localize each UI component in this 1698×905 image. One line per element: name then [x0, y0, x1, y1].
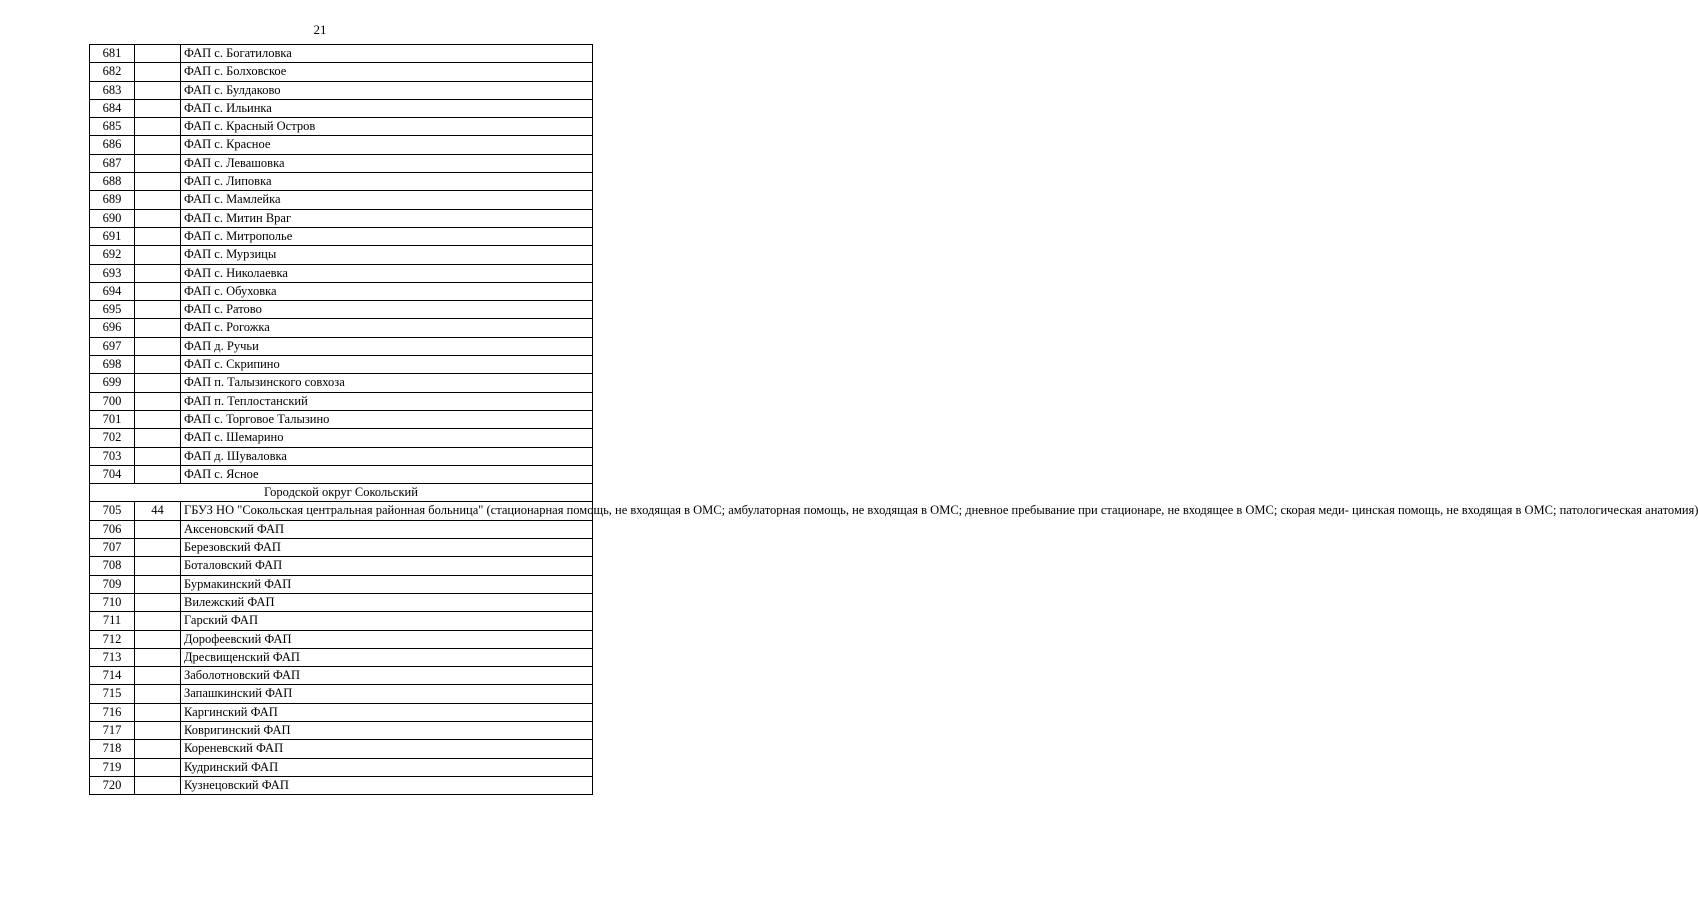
row-name: Вилежский ФАП [181, 593, 593, 611]
row-number: 702 [90, 429, 135, 447]
table-row [90, 191, 593, 209]
row-name: ФАП с. Скрипино [181, 356, 593, 374]
row-number: 682 [90, 63, 135, 81]
row-code [135, 575, 181, 593]
row-name: ФАП с. Ратово [181, 301, 593, 319]
table-row [90, 301, 593, 319]
table-row [90, 63, 593, 81]
table-row [90, 612, 593, 630]
row-code [135, 648, 181, 666]
table-row [90, 593, 593, 611]
row-name: Кудринский ФАП [181, 758, 593, 776]
table-row [90, 685, 593, 703]
row-code [135, 191, 181, 209]
row-code [135, 99, 181, 117]
table-row [90, 45, 593, 63]
section-block [90, 484, 1698, 521]
row-code [135, 209, 181, 227]
row-number: 716 [90, 703, 135, 721]
row-code [135, 593, 181, 611]
row-name: ФАП с. Шемарино [181, 429, 593, 447]
row-number: 688 [90, 173, 135, 191]
row-code [135, 45, 181, 63]
table-row [90, 557, 593, 575]
row-code [135, 447, 181, 465]
row-number: 701 [90, 410, 135, 428]
row-code [135, 227, 181, 245]
row-name: Дресвищенский ФАП [181, 648, 593, 666]
row-code [135, 612, 181, 630]
row-name: ФАП с. Мурзицы [181, 246, 593, 264]
table-row [90, 136, 593, 154]
row-number: 713 [90, 648, 135, 666]
row-number: 706 [90, 520, 135, 538]
table-body-part1 [90, 45, 593, 484]
row-name: Заболотновский ФАП [181, 667, 593, 685]
row-name: ФАП с. Левашовка [181, 154, 593, 172]
row-code [135, 246, 181, 264]
row-number: 699 [90, 374, 135, 392]
section-heading-row [90, 484, 593, 502]
row-number: 705 [90, 502, 135, 520]
row-name: ФАП д. Шуваловка [181, 447, 593, 465]
row-code: 44 [135, 502, 181, 520]
row-name: ФАП д. Ручьи [181, 337, 593, 355]
table-row [90, 465, 593, 483]
row-code [135, 685, 181, 703]
table-row [90, 447, 593, 465]
row-name: ФАП с. Митрополье [181, 227, 593, 245]
row-name: Кузнецовский ФАП [181, 776, 593, 794]
row-number: 690 [90, 209, 135, 227]
row-code [135, 356, 181, 374]
row-name: Боталовский ФАП [181, 557, 593, 575]
row-code [135, 264, 181, 282]
row-name: ФАП с. Красное [181, 136, 593, 154]
row-code [135, 465, 181, 483]
row-code [135, 118, 181, 136]
table-row [90, 282, 593, 300]
table-row [90, 227, 593, 245]
row-number: 698 [90, 356, 135, 374]
row-code [135, 776, 181, 794]
section-heading: Городской округ Сокольский [90, 484, 593, 502]
row-number: 710 [90, 593, 135, 611]
row-number: 681 [90, 45, 135, 63]
row-number: 685 [90, 118, 135, 136]
hospital-name: ГБУЗ НО "Сокольская центральная районная больница" (стационарная помощь, не входящая в ОМС; амбулаторная помощь, не входящая в ОМС; дневное пребывание при стационаре, не входящее в ОМС; скорая меди- цинская помощь, не входящая в ОМС; патологическая анатомия) [181, 502, 593, 520]
row-number: 700 [90, 392, 135, 410]
row-code [135, 374, 181, 392]
row-name: ФАП с. Ильинка [181, 99, 593, 117]
row-number: 704 [90, 465, 135, 483]
table-row [90, 575, 593, 593]
table-row [90, 758, 593, 776]
row-number: 683 [90, 81, 135, 99]
row-name: ФАП п. Талызинского совхоза [181, 374, 593, 392]
row-code [135, 557, 181, 575]
row-name: ФАП с. Торговое Талызино [181, 410, 593, 428]
table-row [90, 264, 593, 282]
table-row [90, 356, 593, 374]
row-name: ФАП с. Липовка [181, 173, 593, 191]
row-name: ФАП с. Рогожка [181, 319, 593, 337]
row-code [135, 630, 181, 648]
row-name: Каргинский ФАП [181, 703, 593, 721]
row-code [135, 154, 181, 172]
row-name: ФАП п. Теплостанский [181, 392, 593, 410]
table-row [90, 118, 593, 136]
row-number: 708 [90, 557, 135, 575]
row-code [135, 136, 181, 154]
row-code [135, 740, 181, 758]
table-row [90, 410, 593, 428]
row-code [135, 81, 181, 99]
row-number: 703 [90, 447, 135, 465]
row-name: ФАП с. Митин Враг [181, 209, 593, 227]
hospital-row [90, 502, 593, 520]
table-row [90, 520, 593, 538]
row-name: Кореневский ФАП [181, 740, 593, 758]
row-number: 691 [90, 227, 135, 245]
row-name: ФАП с. Николаевка [181, 264, 593, 282]
table-row [90, 703, 593, 721]
table-row [90, 648, 593, 666]
table-row [90, 209, 593, 227]
table-row [90, 173, 593, 191]
row-number: 692 [90, 246, 135, 264]
row-number: 693 [90, 264, 135, 282]
row-code [135, 282, 181, 300]
table-row [90, 667, 593, 685]
table-row [90, 721, 593, 739]
row-number: 689 [90, 191, 135, 209]
table-row [90, 99, 593, 117]
row-number: 718 [90, 740, 135, 758]
row-code [135, 667, 181, 685]
row-number: 694 [90, 282, 135, 300]
table-row [90, 539, 593, 557]
row-code [135, 173, 181, 191]
row-name: Запашкинский ФАП [181, 685, 593, 703]
row-number: 687 [90, 154, 135, 172]
row-name: ФАП с. Богатиловка [181, 45, 593, 63]
row-code [135, 758, 181, 776]
table-row [90, 374, 593, 392]
row-number: 717 [90, 721, 135, 739]
row-name: Аксеновский ФАП [181, 520, 593, 538]
row-number: 714 [90, 667, 135, 685]
row-code [135, 63, 181, 81]
row-code [135, 319, 181, 337]
row-number: 720 [90, 776, 135, 794]
row-number: 695 [90, 301, 135, 319]
table-row [90, 740, 593, 758]
row-name: Березовский ФАП [181, 539, 593, 557]
page-number: 21 [313, 22, 327, 37]
row-number: 709 [90, 575, 135, 593]
row-name: ФАП с. Красный Остров [181, 118, 593, 136]
row-code [135, 410, 181, 428]
row-name: Бурмакинский ФАП [181, 575, 593, 593]
row-number: 707 [90, 539, 135, 557]
row-number: 715 [90, 685, 135, 703]
row-number: 696 [90, 319, 135, 337]
table-row [90, 630, 593, 648]
row-code [135, 721, 181, 739]
row-code [135, 337, 181, 355]
table-body-part2 [90, 520, 593, 794]
table-row [90, 429, 593, 447]
row-name: ФАП с. Обуховка [181, 282, 593, 300]
table-row [90, 337, 593, 355]
table-row [90, 246, 593, 264]
row-number: 684 [90, 99, 135, 117]
row-name: ФАП с. Ясное [181, 465, 593, 483]
row-number: 697 [90, 337, 135, 355]
row-name: Ковригинский ФАП [181, 721, 593, 739]
row-code [135, 520, 181, 538]
row-number: 711 [90, 612, 135, 630]
table-row [90, 776, 593, 794]
table-row [90, 81, 593, 99]
row-number: 712 [90, 630, 135, 648]
row-name: Дорофеевский ФАП [181, 630, 593, 648]
row-name: ФАП с. Болховское [181, 63, 593, 81]
row-number: 719 [90, 758, 135, 776]
row-code [135, 703, 181, 721]
row-name: Гарский ФАП [181, 612, 593, 630]
row-name: ФАП с. Мамлейка [181, 191, 593, 209]
table-row [90, 319, 593, 337]
row-code [135, 429, 181, 447]
table-row [90, 392, 593, 410]
row-number: 686 [90, 136, 135, 154]
table-row [90, 154, 593, 172]
row-code [135, 301, 181, 319]
facilities-table [89, 44, 1698, 795]
row-code [135, 539, 181, 557]
row-name: ФАП с. Булдаково [181, 81, 593, 99]
row-code [135, 392, 181, 410]
